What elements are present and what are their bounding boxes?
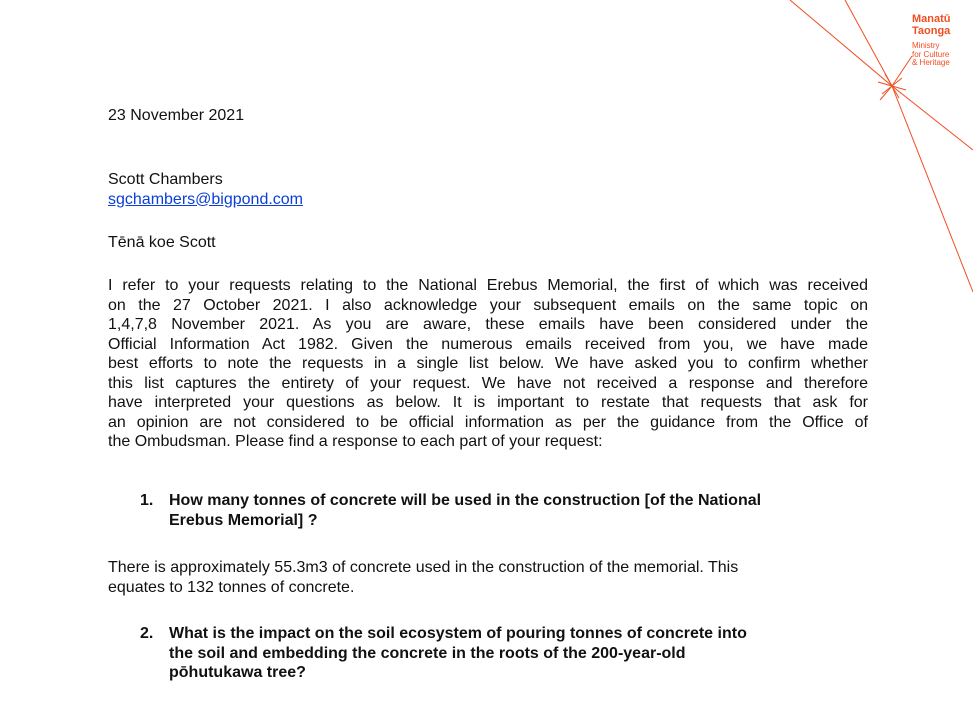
question-text (169, 491, 761, 530)
intro-line: have interpreted your questions as below. It is important to restate that requests that ask for (108, 394, 868, 411)
intro-line: the Ombudsman. Please find a response to each part of your request: (108, 433, 603, 450)
logo-maori-line: Manatū (912, 13, 951, 25)
answer-line: equates to 132 tonnes of concrete. (108, 578, 355, 596)
answer-line: There is approximately 55.3m3 of concrete used in the construction of the memorial. This (108, 559, 739, 576)
logo-maori-name (912, 13, 970, 37)
question-line: How many tonnes of concrete will be used in the construction [of the National (169, 492, 762, 509)
question-line: What is the impact on the soil ecosystem of pouring tonnes of concrete into (169, 625, 747, 642)
question-line: pōhutukawa tree? (169, 664, 306, 681)
intro-line: Official Information Act 1982. Given the numerous emails received from you, we have made (108, 335, 868, 353)
recipient-email-link[interactable]: sgchambers@bigpond.com (108, 190, 304, 208)
logo-english-line: Ministry (912, 41, 940, 50)
letter-date: 23 November 2021 (108, 107, 245, 124)
question-line: Erebus Memorial] ? (169, 511, 318, 529)
greeting: Tēnā koe Scott (108, 234, 216, 251)
intro-paragraph (108, 276, 868, 452)
intro-line: on the 27 October 2021. I also acknowledge your subsequent emails on the same topic on (108, 296, 868, 314)
intro-line: 1,4,7,8 November 2021. As you are aware, these emails have been considered under the (108, 316, 868, 333)
logo-maori-line: Taonga (912, 25, 951, 37)
ministry-logo (912, 13, 970, 68)
question-number: 1. (140, 492, 154, 509)
recipient-block (108, 170, 303, 209)
intro-line: this list captures the entirety of your request. We have not received a response and therefore (108, 374, 868, 392)
intro-line: an opinion are not considered to be official information as per the guidance from the Office of (108, 413, 868, 431)
logo-english-name (912, 42, 970, 68)
question-text (169, 624, 747, 683)
recipient-name: Scott Chambers (108, 171, 223, 188)
intro-line: best efforts to note the requests in a single list below. We have asked you to confirm whether (108, 355, 868, 372)
answer-1 (108, 558, 868, 597)
logo-english-line: & Heritage (912, 58, 950, 67)
question-line: the soil and embedding the concrete in the roots of the 200-year-old (169, 644, 686, 662)
intro-line: I refer to your requests relating to the National Erebus Memorial, the first of which was received (108, 277, 868, 294)
logo-english-line: for Culture (912, 49, 950, 59)
question-number: 2. (140, 625, 154, 642)
